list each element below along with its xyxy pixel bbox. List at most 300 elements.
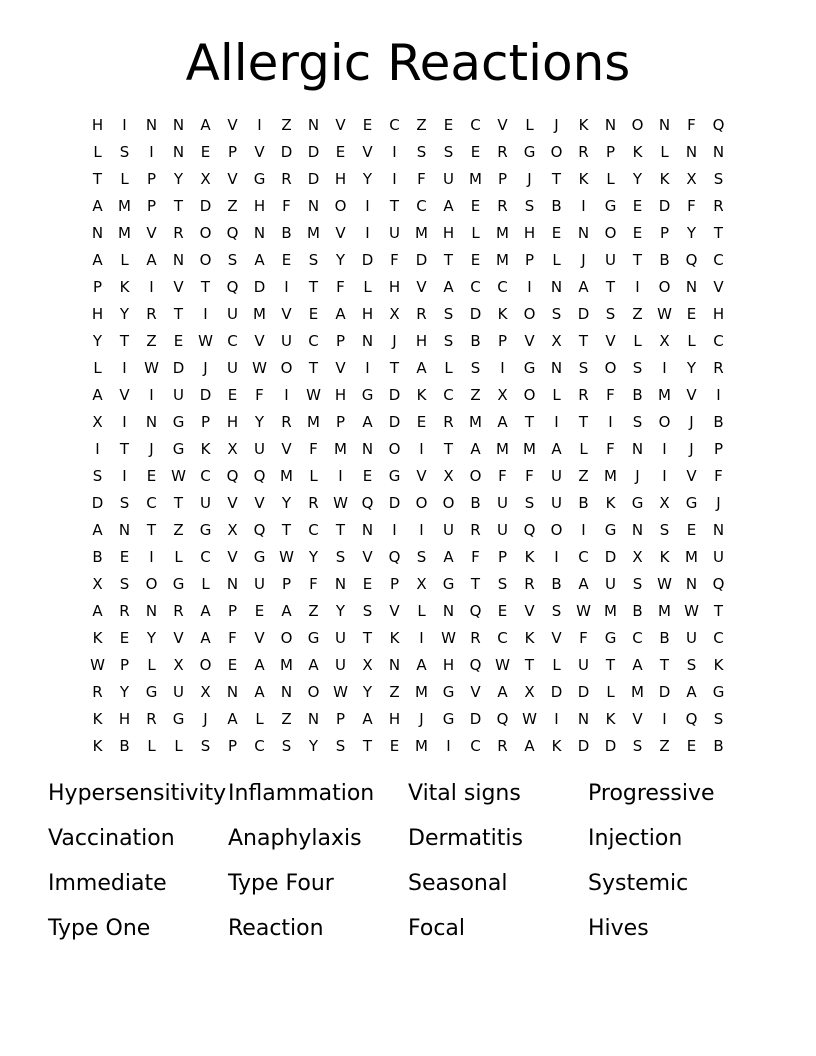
grid-letter: B — [632, 602, 643, 620]
grid-letter: W — [90, 656, 105, 674]
grid-letter: I — [149, 278, 154, 296]
grid-letter: V — [173, 278, 184, 296]
grid-letter: Q — [469, 602, 482, 620]
grid-letter: P — [92, 278, 103, 296]
grid-letter: S — [119, 575, 130, 593]
grid-letter: C — [497, 629, 508, 647]
grid-letter: E — [335, 143, 346, 161]
grid-letter: D — [577, 683, 590, 701]
grid-letter: I — [554, 548, 559, 566]
grid-letter: N — [550, 278, 563, 296]
grid-letter: S — [713, 170, 724, 188]
grid-letter: L — [606, 683, 615, 701]
grid-letter: I — [203, 305, 208, 323]
grid-letter: Y — [119, 305, 130, 323]
grid-letter: C — [470, 278, 481, 296]
grid-letter: X — [227, 521, 238, 539]
grid-letter: X — [227, 440, 238, 458]
grid-letter: I — [392, 521, 397, 539]
grid-letter: X — [686, 170, 697, 188]
grid-letter: T — [605, 278, 616, 296]
grid-letter: E — [227, 656, 238, 674]
grid-letter: P — [200, 413, 211, 431]
grid-letter: D — [172, 359, 185, 377]
grid-letter: J — [203, 710, 208, 728]
grid-letter: V — [335, 224, 346, 242]
grid-letter: X — [659, 494, 670, 512]
grid-letter: X — [92, 413, 103, 431]
grid-letter: V — [605, 332, 616, 350]
grid-letter: C — [713, 629, 724, 647]
grid-letter: S — [281, 737, 292, 755]
grid-letter: L — [93, 359, 102, 377]
grid-letter: V — [335, 359, 346, 377]
grid-letter: E — [227, 386, 238, 404]
grid-letter: I — [500, 359, 505, 377]
grid-letter: V — [254, 332, 265, 350]
grid-letter: N — [172, 251, 185, 269]
grid-letter: S — [119, 494, 130, 512]
grid-letter: N — [442, 602, 455, 620]
grid-letter: A — [200, 602, 211, 620]
grid-letter: S — [632, 359, 643, 377]
word-list-item: Hypersensitivity — [48, 781, 227, 806]
grid-letter: J — [203, 359, 208, 377]
grid-letter: G — [172, 575, 185, 593]
grid-letter: Q — [469, 656, 482, 674]
grid-letter: D — [91, 494, 104, 512]
grid-letter: P — [497, 332, 508, 350]
grid-letter: G — [172, 413, 185, 431]
grid-letter: P — [146, 197, 157, 215]
grid-letter: O — [280, 359, 293, 377]
grid-letter: T — [470, 575, 481, 593]
grid-letter: K — [578, 170, 589, 188]
grid-letter: B — [119, 737, 130, 755]
grid-letter: E — [497, 602, 508, 620]
grid-letter: M — [685, 548, 698, 566]
grid-letter: T — [146, 521, 157, 539]
grid-letter: A — [92, 602, 103, 620]
grid-letter: K — [92, 710, 103, 728]
grid-letter: V — [227, 116, 238, 134]
grid-letter: I — [662, 467, 667, 485]
grid-letter: N — [361, 332, 374, 350]
grid-letter: T — [173, 197, 184, 215]
grid-letter: I — [392, 143, 397, 161]
grid-letter: D — [469, 710, 482, 728]
grid-letter: J — [392, 332, 397, 350]
grid-letter: K — [200, 440, 211, 458]
word-list-item: Type Four — [228, 871, 334, 896]
grid-letter: N — [145, 602, 158, 620]
grid-letter: J — [689, 440, 694, 458]
grid-letter: N — [226, 683, 239, 701]
grid-letter: M — [604, 467, 617, 485]
grid-letter: A — [443, 278, 454, 296]
grid-letter: G — [172, 710, 185, 728]
grid-letter: A — [254, 683, 265, 701]
grid-letter: D — [577, 737, 590, 755]
grid-letter: E — [119, 629, 130, 647]
grid-letter: Z — [578, 467, 589, 485]
grid-letter: Y — [362, 170, 373, 188]
grid-letter: Z — [659, 737, 670, 755]
grid-letter: S — [308, 251, 319, 269]
grid-letter: G — [199, 521, 212, 539]
grid-letter: A — [443, 548, 454, 566]
grid-letter: F — [687, 197, 696, 215]
grid-letter: B — [632, 386, 643, 404]
grid-letter: Z — [281, 710, 292, 728]
grid-letter: Q — [685, 251, 698, 269]
grid-letter: L — [444, 359, 453, 377]
grid-letter: Q — [523, 521, 536, 539]
grid-letter: F — [282, 197, 291, 215]
grid-letter: S — [119, 143, 130, 161]
grid-letter: X — [200, 683, 211, 701]
grid-letter: V — [146, 224, 157, 242]
page-title: Allergic Reactions — [185, 34, 631, 92]
grid-letter: L — [309, 467, 318, 485]
grid-letter: I — [662, 440, 667, 458]
grid-letter: I — [284, 386, 289, 404]
grid-letter: L — [552, 656, 561, 674]
grid-letter: K — [578, 116, 589, 134]
grid-letter: H — [118, 710, 131, 728]
grid-letter: R — [497, 197, 508, 215]
grid-letter: A — [227, 710, 238, 728]
grid-letter: N — [172, 116, 185, 134]
grid-letter: Y — [92, 332, 103, 350]
grid-letter: F — [606, 440, 615, 458]
grid-letter: I — [257, 116, 262, 134]
grid-letter: Q — [226, 278, 239, 296]
grid-letter: P — [146, 170, 157, 188]
grid-letter: L — [174, 737, 183, 755]
grid-letter: Z — [470, 386, 481, 404]
grid-letter: C — [254, 737, 265, 755]
grid-letter: S — [443, 332, 454, 350]
grid-letter: Q — [712, 116, 725, 134]
grid-letter: E — [470, 197, 481, 215]
grid-letter: N — [685, 143, 698, 161]
grid-letter: R — [497, 737, 508, 755]
grid-letter: T — [524, 656, 535, 674]
grid-letter: R — [524, 575, 535, 593]
grid-letter: T — [119, 440, 130, 458]
grid-letter: G — [604, 521, 617, 539]
grid-letter: U — [551, 494, 562, 512]
grid-letter: H — [442, 224, 455, 242]
grid-letter: V — [551, 629, 562, 647]
grid-letter: E — [686, 521, 697, 539]
grid-letter: A — [200, 116, 211, 134]
grid-letter: D — [307, 143, 320, 161]
grid-letter: M — [631, 683, 644, 701]
grid-letter: B — [578, 494, 589, 512]
grid-letter: B — [470, 494, 481, 512]
grid-letter: J — [716, 494, 721, 512]
grid-letter: N — [334, 575, 347, 593]
grid-letter: H — [523, 224, 536, 242]
grid-letter: E — [632, 224, 643, 242]
grid-letter: K — [659, 548, 670, 566]
grid-letter: C — [389, 116, 400, 134]
grid-letter: L — [552, 386, 561, 404]
grid-letter: S — [632, 575, 643, 593]
grid-letter: Q — [226, 467, 239, 485]
grid-letter: A — [281, 602, 292, 620]
grid-letter: R — [578, 386, 589, 404]
word-list-item: Immediate — [48, 871, 167, 896]
grid-letter: C — [497, 278, 508, 296]
grid-letter: V — [362, 548, 373, 566]
grid-letter: A — [200, 629, 211, 647]
grid-letter: X — [659, 332, 670, 350]
grid-letter: S — [632, 413, 643, 431]
grid-letter: C — [308, 521, 319, 539]
grid-letter: Z — [389, 683, 400, 701]
grid-letter: U — [254, 440, 265, 458]
grid-letter: S — [335, 737, 346, 755]
grid-letter: C — [443, 386, 454, 404]
grid-letter: I — [365, 197, 370, 215]
grid-letter: I — [338, 467, 343, 485]
grid-letter: L — [633, 332, 642, 350]
grid-letter: B — [551, 575, 562, 593]
grid-letter: M — [658, 386, 671, 404]
grid-letter: E — [281, 251, 292, 269]
grid-letter: T — [308, 278, 319, 296]
grid-letter: T — [389, 359, 400, 377]
grid-letter: C — [200, 548, 211, 566]
grid-letter: S — [686, 656, 697, 674]
grid-letter: I — [554, 710, 559, 728]
grid-letter: Y — [686, 359, 697, 377]
grid-letter: L — [201, 575, 210, 593]
grid-letter: H — [91, 116, 104, 134]
grid-letter: A — [551, 440, 562, 458]
grid-letter: F — [498, 467, 507, 485]
grid-letter: U — [173, 386, 184, 404]
grid-letter: V — [281, 305, 292, 323]
grid-letter: U — [200, 494, 211, 512]
grid-letter: I — [419, 440, 424, 458]
grid-letter: F — [606, 386, 615, 404]
grid-letter: L — [660, 143, 669, 161]
grid-letter: A — [497, 413, 508, 431]
grid-letter: I — [608, 413, 613, 431]
grid-letter: D — [469, 305, 482, 323]
grid-letter: Y — [281, 494, 292, 512]
grid-letter: T — [362, 737, 373, 755]
grid-letter: I — [284, 278, 289, 296]
grid-letter: M — [307, 413, 320, 431]
grid-letter: O — [469, 467, 482, 485]
grid-letter: B — [713, 737, 724, 755]
grid-letter: A — [578, 575, 589, 593]
grid-letter: P — [227, 143, 238, 161]
grid-letter: C — [146, 494, 157, 512]
grid-letter: U — [335, 629, 346, 647]
grid-letter: P — [119, 656, 130, 674]
grid-letter: V — [227, 170, 238, 188]
grid-letter: E — [254, 602, 265, 620]
grid-letter: Z — [227, 197, 238, 215]
grid-letter: I — [149, 386, 154, 404]
grid-letter: A — [686, 683, 697, 701]
grid-letter: T — [362, 629, 373, 647]
grid-letter: V — [524, 332, 535, 350]
grid-letter: A — [254, 656, 265, 674]
word-list-item: Vaccination — [48, 826, 175, 851]
grid-letter: S — [632, 737, 643, 755]
grid-letter: Y — [308, 737, 319, 755]
grid-letter: R — [713, 359, 724, 377]
grid-letter: K — [632, 143, 643, 161]
grid-letter: P — [335, 413, 346, 431]
grid-letter: S — [578, 359, 589, 377]
grid-letter: I — [122, 413, 127, 431]
grid-letter: L — [417, 602, 426, 620]
grid-letter: K — [497, 305, 508, 323]
grid-letter: G — [685, 494, 698, 512]
grid-letter: Y — [362, 683, 373, 701]
grid-letter: A — [92, 386, 103, 404]
grid-letter: S — [551, 602, 562, 620]
grid-letter: N — [172, 143, 185, 161]
grid-letter: W — [333, 494, 348, 512]
grid-letter: L — [552, 251, 561, 269]
grid-letter: S — [92, 467, 103, 485]
grid-letter: J — [554, 116, 559, 134]
grid-letter: K — [389, 629, 400, 647]
grid-letter: R — [281, 413, 292, 431]
grid-letter: F — [309, 575, 318, 593]
grid-letter: C — [470, 116, 481, 134]
grid-letter: N — [577, 710, 590, 728]
grid-letter: B — [713, 413, 724, 431]
grid-letter: Q — [685, 710, 698, 728]
grid-letter: N — [145, 413, 158, 431]
grid-letter: I — [95, 440, 100, 458]
grid-letter: E — [686, 737, 697, 755]
grid-letter: H — [91, 305, 104, 323]
grid-letter: A — [92, 251, 103, 269]
grid-letter: Q — [496, 710, 509, 728]
grid-letter: D — [199, 197, 212, 215]
grid-letter: Y — [173, 170, 184, 188]
grid-letter: K — [524, 548, 535, 566]
grid-letter: X — [173, 656, 184, 674]
grid-letter: L — [471, 224, 480, 242]
grid-letter: L — [687, 332, 696, 350]
grid-letter: K — [605, 710, 616, 728]
grid-letter: A — [632, 656, 643, 674]
grid-letter: O — [442, 494, 455, 512]
grid-letter: R — [470, 521, 481, 539]
grid-letter: Q — [361, 494, 374, 512]
grid-letter: R — [470, 629, 481, 647]
grid-letter: G — [253, 170, 266, 188]
grid-letter: F — [714, 467, 723, 485]
grid-letter: D — [604, 548, 617, 566]
grid-letter: V — [497, 116, 508, 134]
grid-letter: K — [605, 494, 616, 512]
grid-letter: J — [581, 251, 586, 269]
grid-letter: S — [524, 197, 535, 215]
grid-letter: W — [441, 629, 456, 647]
grid-letter: N — [685, 575, 698, 593]
grid-letter: D — [388, 386, 401, 404]
grid-letter: O — [550, 521, 563, 539]
letter-grid — [84, 112, 732, 760]
grid-letter: N — [307, 710, 320, 728]
grid-letter: F — [309, 440, 318, 458]
grid-letter: E — [362, 116, 373, 134]
grid-letter: U — [389, 224, 400, 242]
grid-letter: J — [689, 413, 694, 431]
grid-letter: T — [713, 602, 724, 620]
grid-letter: U — [497, 521, 508, 539]
grid-letter: U — [713, 548, 724, 566]
grid-letter: P — [497, 170, 508, 188]
grid-letter: X — [632, 548, 643, 566]
grid-letter: T — [659, 656, 670, 674]
grid-letter: O — [334, 197, 347, 215]
grid-letter: P — [227, 602, 238, 620]
grid-letter: A — [92, 521, 103, 539]
grid-letter: K — [416, 386, 427, 404]
grid-letter: T — [578, 413, 589, 431]
grid-letter: C — [308, 332, 319, 350]
grid-letter: D — [415, 251, 428, 269]
grid-letter: I — [419, 629, 424, 647]
grid-letter: H — [712, 305, 725, 323]
grid-letter: I — [149, 143, 154, 161]
grid-letter: A — [416, 656, 427, 674]
grid-letter: L — [363, 278, 372, 296]
word-list-item: Seasonal — [408, 871, 508, 896]
grid-letter: K — [92, 737, 103, 755]
grid-letter: U — [254, 575, 265, 593]
grid-letter: B — [659, 629, 670, 647]
grid-letter: W — [171, 467, 186, 485]
grid-letter: S — [470, 359, 481, 377]
grid-letter: R — [416, 305, 427, 323]
grid-letter: V — [254, 143, 265, 161]
grid-letter: Q — [226, 224, 239, 242]
grid-letter: O — [604, 224, 617, 242]
grid-letter: K — [713, 656, 724, 674]
grid-letter: G — [631, 494, 644, 512]
grid-letter: V — [686, 467, 697, 485]
grid-letter: W — [657, 305, 672, 323]
grid-letter: N — [361, 440, 374, 458]
grid-letter: M — [280, 467, 293, 485]
grid-letter: U — [227, 359, 238, 377]
grid-letter: A — [416, 359, 427, 377]
grid-letter: G — [442, 575, 455, 593]
grid-letter: W — [252, 359, 267, 377]
grid-letter: S — [524, 494, 535, 512]
grid-letter: T — [605, 656, 616, 674]
grid-letter: M — [469, 170, 482, 188]
grid-letter: D — [604, 737, 617, 755]
grid-letter: N — [577, 224, 590, 242]
grid-letter: D — [307, 170, 320, 188]
